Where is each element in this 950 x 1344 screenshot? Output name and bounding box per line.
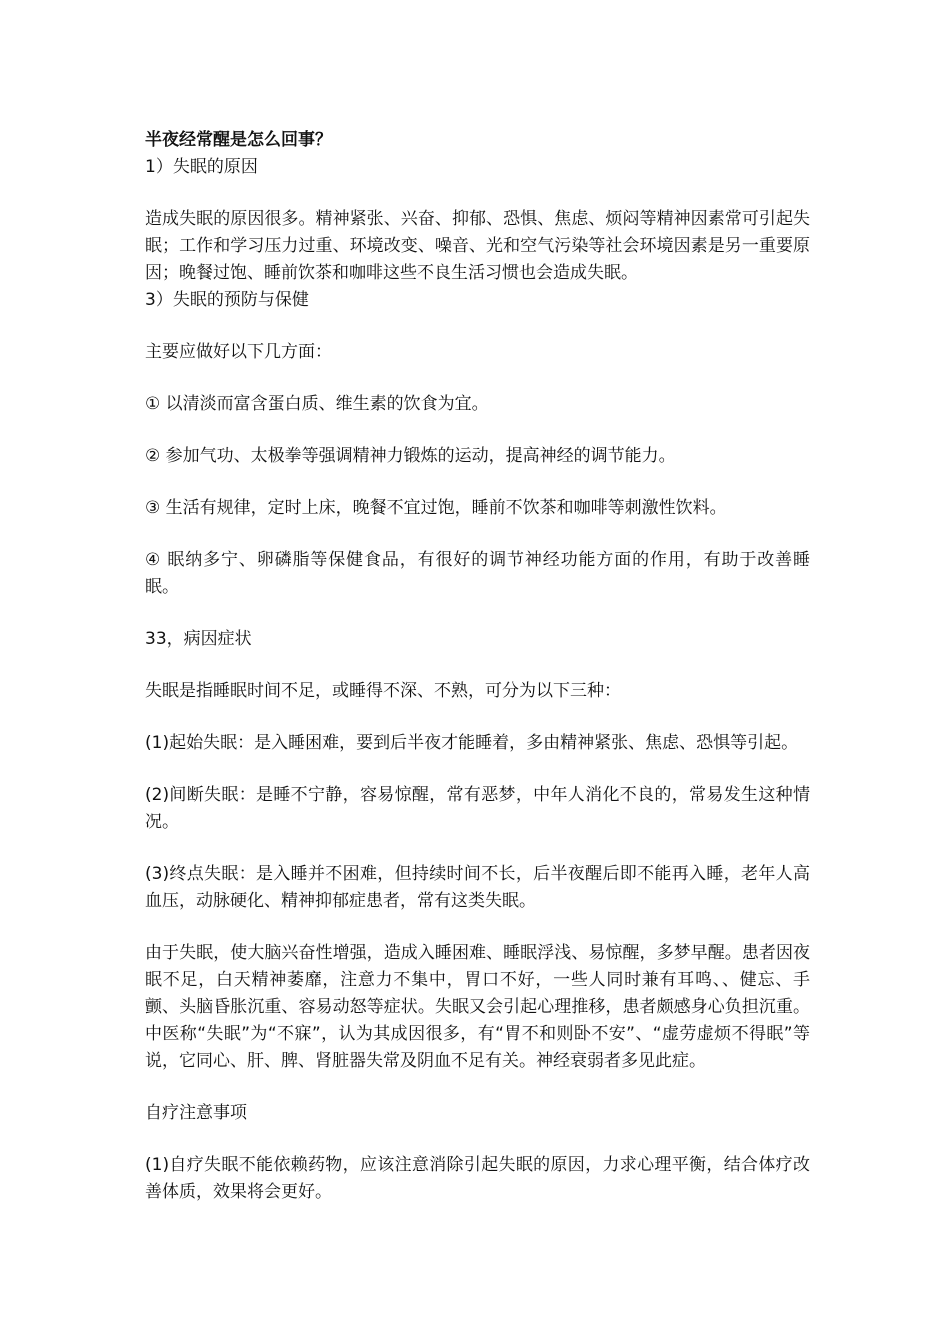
- spacer: [145, 470, 810, 495]
- spacer: [145, 915, 810, 940]
- insomnia-type-item: (2)间断失眠：是睡不宁静，容易惊醒，常有恶梦，中年人消化不良的，常易发生这种情况。: [145, 785, 810, 832]
- insomnia-type-item: (1)起始失眠：是入睡困难，要到后半夜才能睡着，多由精神紧张、焦虑、恐惧等引起。: [145, 733, 799, 753]
- tip-item: ④ 眠纳多宁、卵磷脂等保健食品，有很好的调节神经功能方面的作用，有助于改善睡眠。: [145, 550, 810, 597]
- spacer: [145, 418, 810, 443]
- spacer: [145, 1127, 810, 1152]
- document-page: [145, 127, 810, 1206]
- doc-title: 半夜经常醒是怎么回事？: [145, 130, 332, 150]
- tip-item: ② 参加气功、太极拳等强调精神力锻炼的运动，提高神经的调节能力。: [145, 446, 676, 466]
- causes-paragraph: 造成失眠的原因很多。精神紧张、兴奋、抑郁、恐惧、焦虑、烦闷等精神因素常可引起失眠；工作和学习压力过重、环境改变、噪音、光和空气污染等社会环境因素是另一重要原因；晚餐过饱、睡前饮茶和咖啡这些不良生活习惯也会造成失眠。: [145, 209, 810, 283]
- spacer: [145, 522, 810, 547]
- section-heading-causes: 1）失眠的原因: [145, 157, 258, 177]
- insomnia-type-item: (3)终点失眠：是入睡并不困难，但持续时间不长，后半夜醒后即不能再入睡，老年人高血压，动脉硬化、精神抑郁症患者，常有这类失眠。: [145, 864, 810, 911]
- symptoms-paragraph: 由于失眠，使大脑兴奋性增强，造成入睡困难、睡眠浮浅、易惊醒，多梦早醒。患者因夜眠不足，白天精神萎靡，注意力不集中，胃口不好，一些人同时兼有耳鸣、、健忘、手颤、头脑昏胀沉重、容易动怒等症状。失眠又会引起心理推移，患者颇感身心负担沉重。中医称“失眠”为“不寐”，认为其成因很多，有“胃不和则卧不安”、“虚劳虚烦不得眠”等说，它同心、肝、脾、肾脏器失常及阴血不足有关。神经衰弱者多见此症。: [145, 943, 810, 1071]
- section-heading-self-care: 自疗注意事项: [145, 1103, 247, 1123]
- section-heading-prevention: 3）失眠的预防与保健: [145, 290, 309, 310]
- spacer: [145, 836, 810, 861]
- spacer: [145, 181, 810, 206]
- spacer: [145, 601, 810, 626]
- self-care-item: (1)自疗失眠不能依赖药物，应该注意消除引起失眠的原因，力求心理平衡，结合体疗改善体质，效果将会更好。: [145, 1155, 810, 1202]
- spacer: [145, 757, 810, 782]
- section-heading-symptoms: 33，病因症状: [145, 629, 252, 649]
- tip-item: ① 以清淡而富含蛋白质、维生素的饮食为宜。: [145, 394, 489, 414]
- types-intro: 失眠是指睡眠时间不足，或睡得不深、不熟，可分为以下三种：: [145, 681, 621, 701]
- spacer: [145, 366, 810, 391]
- spacer: [145, 314, 810, 339]
- spacer: [145, 705, 810, 730]
- spacer: [145, 653, 810, 678]
- prevention-intro: 主要应做好以下几方面：: [145, 342, 332, 362]
- spacer: [145, 1075, 810, 1100]
- tip-item: ③ 生活有规律，定时上床，晚餐不宜过饱，睡前不饮茶和咖啡等刺激性饮料。: [145, 498, 727, 518]
